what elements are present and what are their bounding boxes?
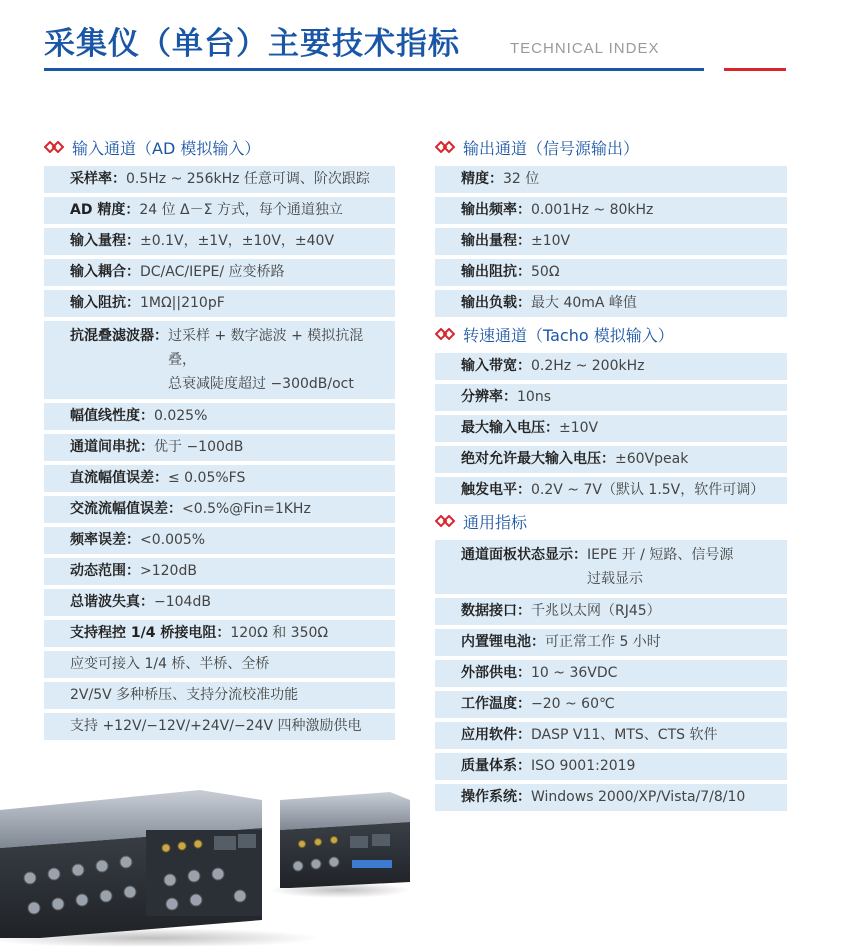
spec-row	[435, 353, 787, 380]
spec-label: 绝对允许最大输入电压：	[461, 451, 615, 467]
spec-row	[435, 197, 787, 224]
spec-list-output-channel	[435, 166, 787, 317]
spec-label: 输出量程：	[461, 233, 531, 249]
spec-label: 交流流幅值误差：	[70, 501, 182, 517]
spec-value-line2: 过载显示	[587, 571, 643, 587]
spec-value-line2: 总衰减陡度超过 −300dB/oct	[168, 376, 354, 392]
spec-label: 数据接口：	[461, 603, 531, 619]
spec-label: 工作温度：	[461, 696, 531, 712]
spec-value: >120dB	[140, 563, 197, 579]
double-diamond-icon	[44, 141, 64, 153]
section-header-tacho-channel	[435, 319, 787, 349]
spec-label: 频率误差：	[70, 532, 140, 548]
spec-row	[44, 620, 395, 647]
page-title: 采集仪（单台）主要技术指标	[44, 26, 460, 62]
spec-value: <0.005%	[140, 532, 206, 548]
spec-row	[435, 415, 787, 442]
spec-label: 通道间串扰：	[70, 439, 154, 455]
spec-label: 采样率：	[70, 171, 126, 187]
spec-label: 分辨率：	[461, 389, 517, 405]
spec-label: 抗混叠滤波器：	[70, 328, 168, 344]
spec-label: 操作系统：	[461, 789, 531, 805]
spec-value: 支持 +12V/−12V/+24V/−24V 四种激励供电	[70, 718, 362, 734]
spec-label: 内置锂电池：	[461, 634, 545, 650]
double-diamond-icon	[435, 141, 455, 153]
spec-row	[44, 496, 395, 523]
section-title: 转速通道（Tacho 模拟输入）	[463, 325, 674, 345]
section-title: 通用指标	[463, 512, 528, 532]
spec-label: 幅值线性度：	[70, 408, 154, 424]
spec-label: 外部供电：	[461, 665, 531, 681]
spec-row	[435, 598, 787, 625]
spec-label: 通道面板状态显示：	[461, 547, 587, 563]
spec-value	[168, 324, 389, 396]
spec-row	[44, 166, 395, 193]
double-diamond-icon	[435, 515, 455, 527]
spec-label: 输入耦合：	[70, 264, 140, 280]
spec-row	[44, 403, 395, 430]
double-diamond-icon	[435, 328, 455, 340]
spec-row	[435, 290, 787, 317]
spec-value: 10 ~ 36VDC	[531, 665, 618, 681]
spec-label: 最大输入电压：	[461, 420, 559, 436]
spec-value: DC/AC/IEPE/ 应变桥路	[140, 264, 285, 280]
spec-value: ±10V	[559, 420, 599, 436]
spec-row	[44, 558, 395, 585]
spec-row	[44, 259, 395, 286]
spec-value	[587, 543, 733, 591]
spec-row	[435, 259, 787, 286]
right-column	[435, 132, 787, 811]
page-subtitle: TECHNICAL INDEX	[510, 40, 660, 57]
section-header-output-channel	[435, 132, 787, 162]
spec-row	[435, 228, 787, 255]
spec-value: ISO 9001:2019	[531, 758, 636, 774]
spec-row	[435, 660, 787, 687]
spec-value-line1: IEPE 开 / 短路、信号源	[587, 547, 734, 563]
spec-row	[435, 540, 787, 594]
spec-row	[435, 166, 787, 193]
spec-value: ±10V	[531, 233, 571, 249]
spec-row	[44, 290, 395, 317]
spec-value: 可正常工作 5 小时	[545, 634, 661, 650]
left-column	[44, 132, 395, 740]
spec-value: 0.001Hz ~ 80kHz	[531, 202, 654, 218]
spec-label: 直流幅值误差：	[70, 470, 168, 486]
spec-value: 0.025%	[154, 408, 208, 424]
spec-value: 1MΩ||210pF	[140, 295, 225, 311]
spec-value: 应变可接入 1/4 桥、半桥、全桥	[70, 656, 270, 672]
spec-value: ±0.1V，±1V，±10V，±40V	[140, 233, 335, 249]
spec-row	[44, 228, 395, 255]
section-title: 输出通道（信号源输出）	[463, 138, 640, 158]
spec-label: 应用软件：	[461, 727, 531, 743]
spec-value: 32 位	[503, 171, 540, 187]
spec-label: 输入阻抗：	[70, 295, 140, 311]
spec-row	[44, 465, 395, 492]
spec-row	[435, 753, 787, 780]
section-title: 输入通道（AD 模拟输入）	[72, 138, 261, 158]
spec-row	[44, 713, 395, 740]
spec-row	[44, 197, 395, 224]
spec-row	[435, 691, 787, 718]
spec-row	[435, 629, 787, 656]
header-rule-blue	[44, 68, 704, 71]
spec-row	[44, 527, 395, 554]
section-header-input-channel	[44, 132, 395, 162]
spec-label: 输入量程：	[70, 233, 140, 249]
spec-value: 0.2Hz ~ 200kHz	[531, 358, 645, 374]
spec-value: 千兆以太网（RJ45）	[531, 603, 661, 619]
spec-row	[435, 384, 787, 411]
spec-value: 0.5Hz ~ 256kHz 任意可调、阶次跟踪	[126, 171, 370, 187]
spec-label: 输入带宽：	[461, 358, 531, 374]
spec-label: 输出频率：	[461, 202, 531, 218]
spec-row	[44, 589, 395, 616]
spec-label: 输出阻抗：	[461, 264, 531, 280]
spec-list-tacho-channel	[435, 353, 787, 504]
spec-row	[435, 446, 787, 473]
header-rule-red	[724, 68, 786, 71]
spec-row	[435, 784, 787, 811]
spec-row	[435, 722, 787, 749]
spec-value: 50Ω	[531, 264, 560, 280]
spec-list-input-channel	[44, 166, 395, 740]
spec-label: 支持程控 1/4 桥接电阻：	[70, 625, 231, 641]
spec-value: 最大 40mA 峰值	[531, 295, 637, 311]
spec-value: DASP V11、MTS、CTS 软件	[531, 727, 718, 743]
spec-row	[44, 434, 395, 461]
spec-label: 输出负载：	[461, 295, 531, 311]
spec-value: 10ns	[517, 389, 551, 405]
section-header-general	[435, 506, 787, 536]
spec-row	[44, 682, 395, 709]
spec-label: 动态范围：	[70, 563, 140, 579]
spec-row	[435, 477, 787, 504]
spec-value: 优于 −100dB	[154, 439, 244, 455]
spec-value-line1: 过采样 + 数字滤波 + 模拟抗混叠，	[168, 328, 364, 368]
spec-label: 精度：	[461, 171, 503, 187]
spec-value: <0.5%@Fin=1KHz	[182, 501, 311, 517]
spec-value: Windows 2000/XP/Vista/7/8/10	[531, 789, 746, 805]
spec-value: ±60Vpeak	[615, 451, 689, 467]
spec-value: 24 位 Δ－Σ 方式，每个通道独立	[139, 202, 343, 218]
spec-value: 2V/5V 多种桥压、支持分流校准功能	[70, 687, 299, 703]
spec-row	[44, 321, 395, 399]
spec-label: 触发电平：	[461, 482, 531, 498]
spec-label: 质量体系：	[461, 758, 531, 774]
spec-label: 总谐波失真：	[70, 594, 154, 610]
spec-value: 120Ω 和 350Ω	[230, 625, 329, 641]
spec-value: −104dB	[154, 594, 211, 610]
data-acquisition-device-illustration	[0, 770, 430, 946]
spec-value: 0.2V ~ 7V（默认 1.5V，软件可调）	[531, 482, 765, 498]
spec-label: AD 精度：	[70, 202, 140, 218]
spec-row	[44, 651, 395, 678]
spec-value: ≤ 0.05%FS	[168, 470, 246, 486]
spec-list-general	[435, 540, 787, 811]
spec-value: −20 ~ 60℃	[531, 696, 615, 712]
